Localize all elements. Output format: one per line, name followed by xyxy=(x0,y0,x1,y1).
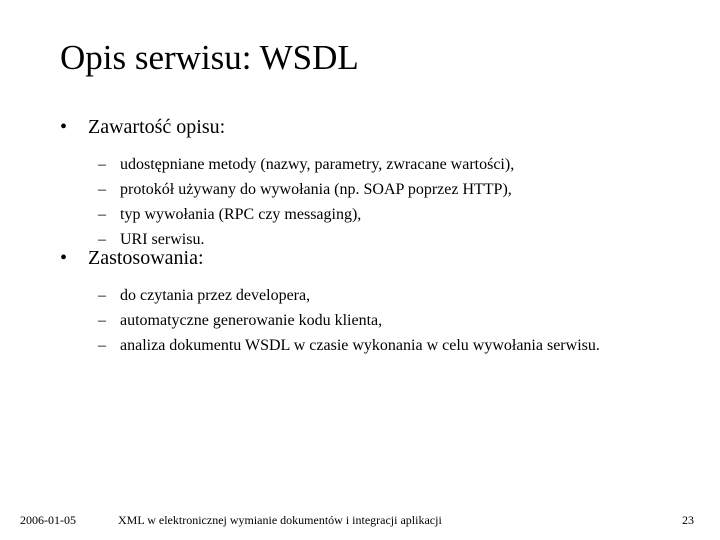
sub-item-text: do czytania przez developera, xyxy=(120,287,311,304)
dash-icon: – xyxy=(98,312,106,329)
dash-icon: – xyxy=(98,231,106,248)
sub-item-text: automatyczne generowanie kodu klienta, xyxy=(120,312,383,329)
dash-icon: – xyxy=(98,287,106,304)
dash-icon: – xyxy=(98,337,106,354)
slide-title: Opis serwisu: WSDL xyxy=(60,38,359,77)
dash-icon: – xyxy=(98,156,106,173)
page-number: 23 xyxy=(682,513,694,527)
sub-item-text: udostępniane metody (nazwy, parametry, zwracane wartości), xyxy=(120,156,515,173)
sub-item-text: analiza dokumentu WSDL w czasie wykonania w celu wywołania serwisu. xyxy=(120,337,600,354)
sub-item-text: URI serwisu. xyxy=(120,231,205,248)
sub-item-text: typ wywołania (RPC czy messaging), xyxy=(120,206,362,223)
sub-item-text: protokół używany do wywołania (np. SOAP poprzez HTTP), xyxy=(120,181,512,198)
footer-title: XML w elektronicznej wymianie dokumentów i integracji aplikacji xyxy=(118,513,442,527)
bullet-label: Zawartość opisu: xyxy=(88,116,226,138)
bullet-icon: • xyxy=(60,116,68,138)
footer-date: 2006-01-05 xyxy=(20,513,76,527)
dash-icon: – xyxy=(98,206,106,223)
bullet-icon: • xyxy=(60,247,68,269)
bullet-label: Zastosowania: xyxy=(88,247,204,269)
dash-icon: – xyxy=(98,181,106,198)
